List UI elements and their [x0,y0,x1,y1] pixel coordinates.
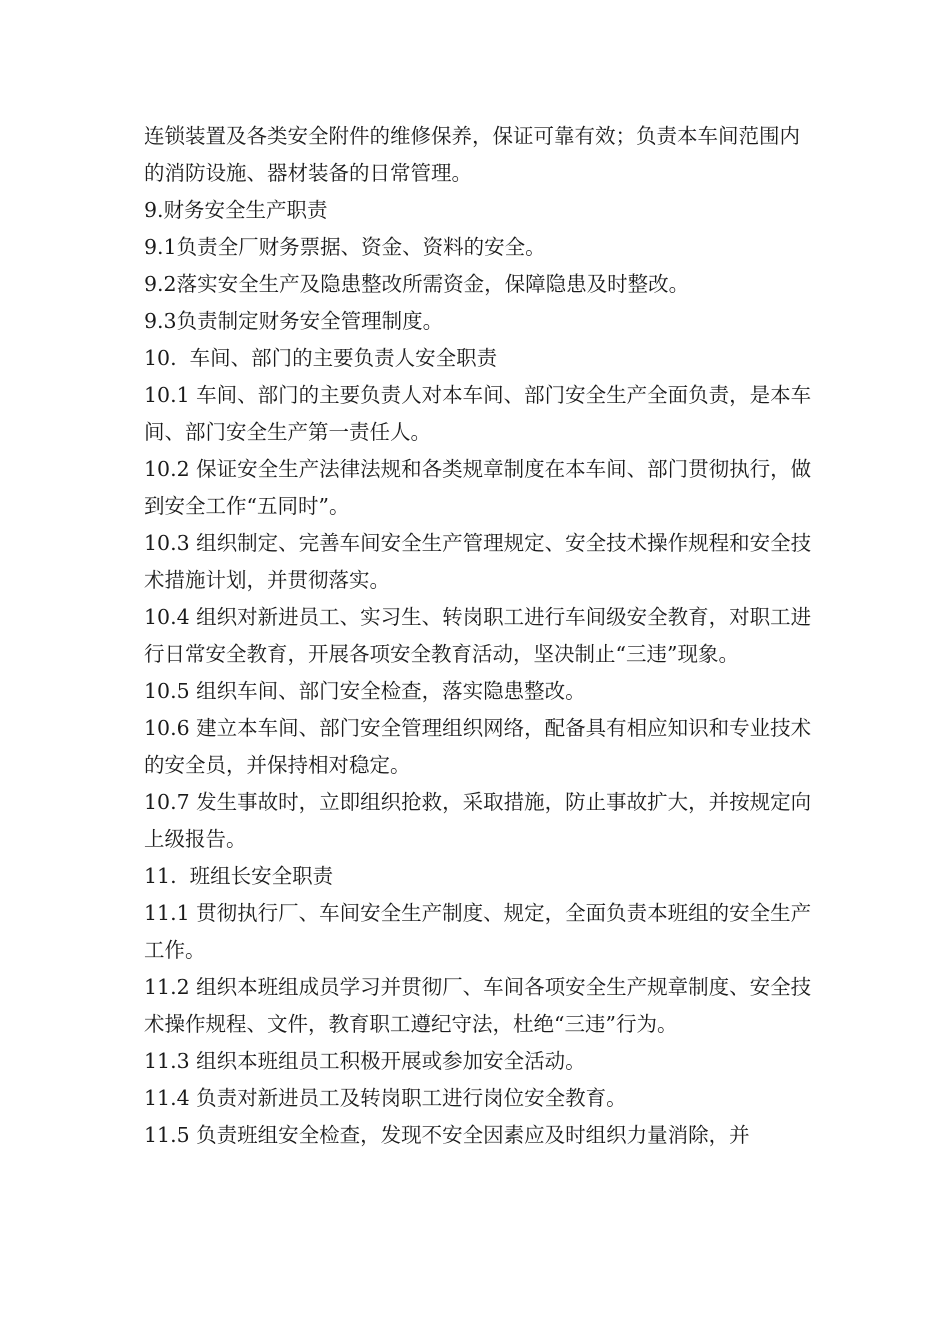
heading-11: 11. 班组长安全职责 [144,864,334,888]
heading-9: 9.财务安全生产职责 [144,198,328,222]
paragraph-continuation: 连锁装置及各类安全附件的维修保养，保证可靠有效；负责本车间范围内的消防设施、器材装备的日常管理。 [144,124,800,185]
item-10-1: 10.1 车间、部门的主要负责人对本车间、部门安全生产全面负责，是本车间、部门安全生产第一责任人。 [144,383,812,444]
item-10-2: 10.2 保证安全生产法律法规和各类规章制度在本车间、部门贯彻执行，做到安全工作“五同时”。 [144,457,812,518]
item-11-3: 11.3 组织本班组员工积极开展或参加安全活动。 [144,1049,586,1073]
document-body [144,118,814,1154]
item-11-2: 11.2 组织本班组成员学习并贯彻厂、车间各项安全生产规章制度、安全技术操作规程、文件，教育职工遵纪守法，杜绝“三违”行为。 [144,975,812,1036]
item-10-3: 10.3 组织制定、完善车间安全生产管理规定、安全技术操作规程和安全技术措施计划，并贯彻落实。 [144,531,812,592]
item-10-7: 10.7 发生事故时，立即组织抢救，采取措施，防止事故扩大，并按规定向上级报告。 [144,790,812,851]
item-10-4: 10.4 组织对新进员工、实习生、转岗职工进行车间级安全教育，对职工进行日常安全教育，开展各项安全教育活动，坚决制止“三违”现象。 [144,605,812,666]
heading-10: 10. 车间、部门的主要负责人安全职责 [144,346,498,370]
item-10-6: 10.6 建立本车间、部门安全管理组织网络，配备具有相应知识和专业技术的安全员，并保持相对稳定。 [144,716,812,777]
item-9-1: 9.1负责全厂财务票据、资金、资料的安全。 [144,235,546,259]
item-10-5: 10.5 组织车间、部门安全检查，落实隐患整改。 [144,679,586,703]
item-11-4: 11.4 负责对新进员工及转岗职工进行岗位安全教育。 [144,1086,627,1110]
item-11-1: 11.1 贯彻执行厂、车间安全生产制度、规定，全面负责本班组的安全生产工作。 [144,901,812,962]
item-11-5: 11.5 负责班组安全检查，发现不安全因素应及时组织力量消除，并 [144,1123,750,1147]
item-9-2: 9.2落实安全生产及隐患整改所需资金，保障隐患及时整改。 [144,272,690,296]
item-9-3: 9.3负责制定财务安全管理制度。 [144,309,444,333]
